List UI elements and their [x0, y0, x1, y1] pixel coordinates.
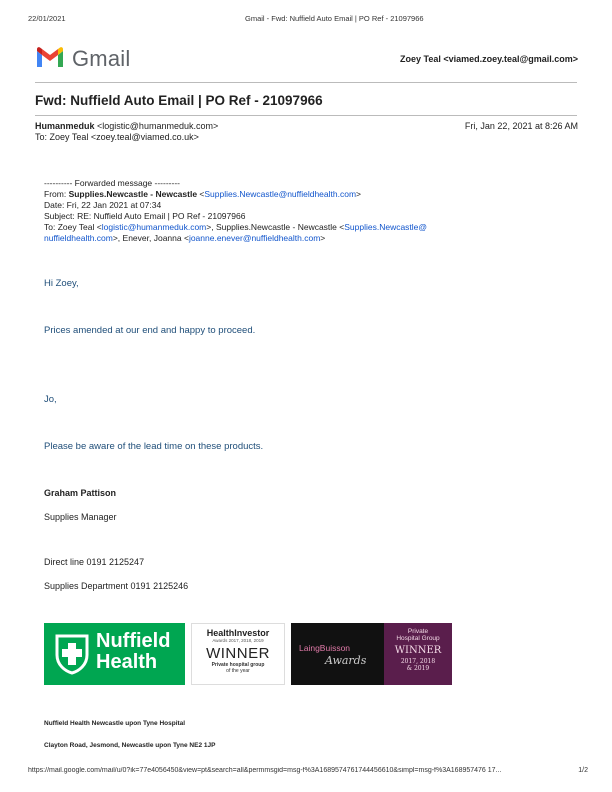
signature-role: Supplies Manager [44, 512, 117, 522]
body-jo: Jo, [44, 394, 57, 405]
forward-to-email2-link-cont[interactable]: nuffieldhealth.com [44, 233, 113, 243]
sender-email: <logistic@humanmeduk.com> [97, 121, 219, 131]
body-line2: Please be aware of the lead time on these products. [44, 441, 264, 452]
print-footer-url[interactable]: https://mail.google.com/mail/u/0?ik=77e4056450&view=pt&search=all&permmsgid=msg-f%3A1689574761744456610&simpl=msg-f%3A168957476 17... [28, 767, 502, 774]
nuffield-shield-icon [54, 633, 90, 675]
account-label: Zoey Teal <viamed.zoey.teal@gmail.com> [399, 54, 578, 64]
forward-header: ---------- Forwarded message --------- [44, 178, 180, 188]
forward-from-label: From: [44, 189, 69, 199]
forward-to-email3-link[interactable]: joanne.enever@nuffieldhealth.com [188, 233, 321, 243]
private-hospital-award-logo: Private Hospital Group WINNER 2017, 2018 & 2019 [384, 623, 452, 685]
print-title: Gmail - Fwd: Nuffield Auto Email | PO Ref - 21097966 [245, 14, 424, 23]
message-date: Fri, Jan 22, 2021 at 8:26 AM [464, 121, 578, 131]
nuffield-health-logo [44, 623, 185, 685]
laingbuisson-award-logo: LaingBuisson Awards [291, 623, 384, 685]
forward-from: From: Supplies.Newcastle - Newcastle <Supplies.Newcastle@nuffieldhealth.com> [44, 189, 361, 199]
gmail-logo-icon[interactable] [35, 45, 65, 69]
signature-dept-line: Supplies Department 0191 2125246 [44, 581, 189, 591]
nuffield-wordmark: Nuffield Health [96, 630, 171, 673]
sender-name: Humanmeduk [35, 121, 95, 131]
signature-name: Graham Pattison [44, 488, 117, 498]
healthinvestor-award-logo: HealthInvestor Awards 2017, 2018, 2019 WINNER Private hospital group of the year [191, 623, 285, 685]
recipient-line: To: Zoey Teal <zoey.teal@viamed.co.uk> [35, 132, 199, 142]
signature-direct-line: Direct line 0191 2125247 [44, 557, 145, 567]
body-line1: Prices amended at our end and happy to proceed. [44, 325, 256, 336]
forward-from-email-link[interactable]: Supplies.Newcastle@nuffieldhealth.com [204, 189, 357, 199]
print-page-number: 1/2 [578, 767, 588, 774]
forward-to-email2-link[interactable]: Supplies.Newcastle@ [344, 222, 428, 232]
forward-to-cont: nuffieldhealth.com>, Enever, Joanna <joanne.enever@nuffieldhealth.com> [44, 233, 326, 243]
forward-date: Date: Fri, 22 Jan 2021 at 07:34 [44, 200, 162, 210]
forward-subject: Subject: RE: Nuffield Auto Email | PO Ref - 21097966 [44, 211, 246, 221]
forward-to: To: Zoey Teal <logistic@humanmeduk.com>, Supplies.Newcastle - Newcastle <Supplies.Newcastle@ [44, 222, 428, 232]
hospital-name: Nuffield Health Newcastle upon Tyne Hospital [44, 720, 186, 727]
email-subject: Fwd: Nuffield Auto Email | PO Ref - 21097966 [35, 93, 323, 108]
forward-to-email1-link[interactable]: logistic@humanmeduk.com [101, 222, 207, 232]
header-divider [35, 82, 577, 83]
subject-divider [35, 115, 577, 116]
print-date: 22/01/2021 [28, 14, 66, 23]
gmail-wordmark: Gmail [72, 46, 131, 71]
body-greeting: Hi Zoey, [44, 278, 79, 289]
forward-from-name: Supplies.Newcastle - Newcastle [68, 189, 198, 199]
hospital-address: Clayton Road, Jesmond, Newcastle upon Tyne NE2 1JP [44, 742, 216, 749]
sender-line [35, 121, 218, 131]
